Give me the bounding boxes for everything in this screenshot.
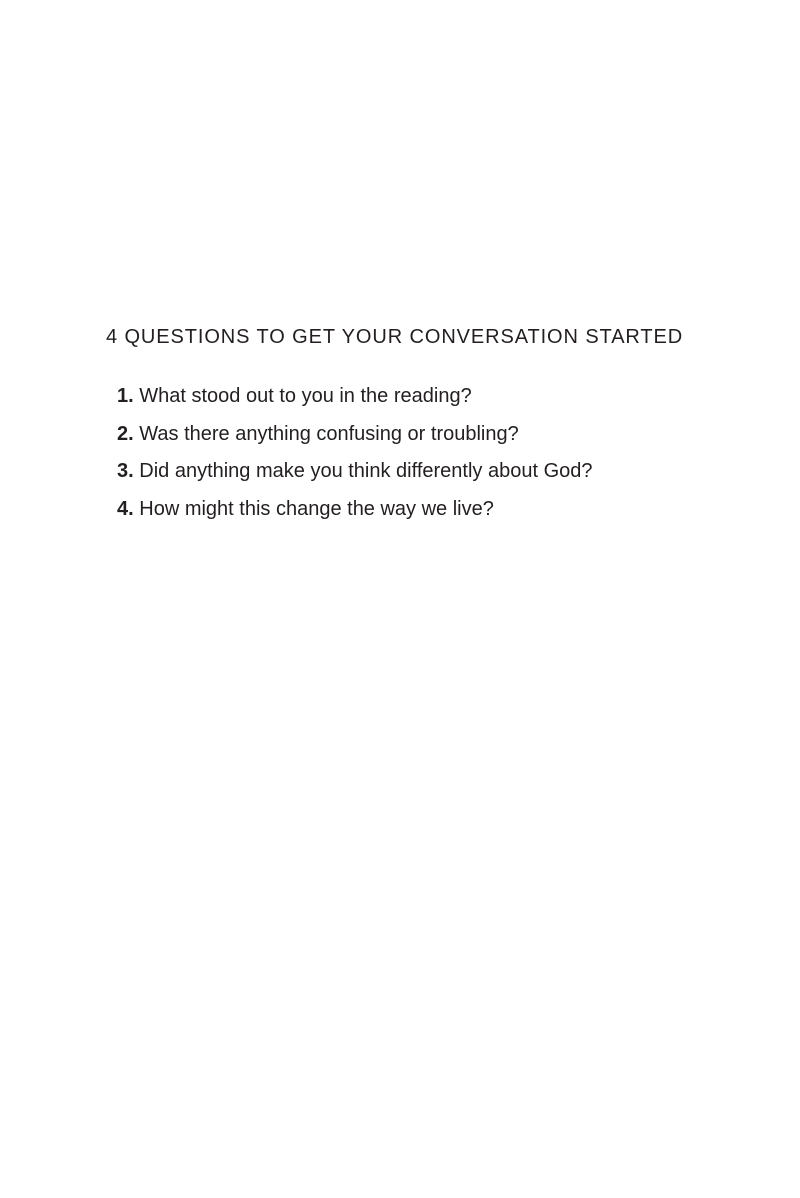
question-number: 3. [117,460,134,482]
question-number: 4. [117,497,134,520]
question-item-4 [117,491,593,529]
question-item-1 [117,378,593,416]
question-list [117,378,593,528]
question-text: How might this change the way we live? [139,497,494,520]
question-text: Did anything make you think differently about God? [139,460,593,482]
page-heading: 4 QUESTIONS TO GET YOUR CONVERSATION STARTED [106,326,684,348]
question-text: What stood out to you in the reading? [139,385,472,407]
question-text: Was there anything confusing or troubling? [139,422,519,445]
question-number: 2. [117,422,134,445]
question-item-3 [117,453,593,491]
question-item-2 [117,416,593,454]
question-number: 1. [117,385,134,407]
